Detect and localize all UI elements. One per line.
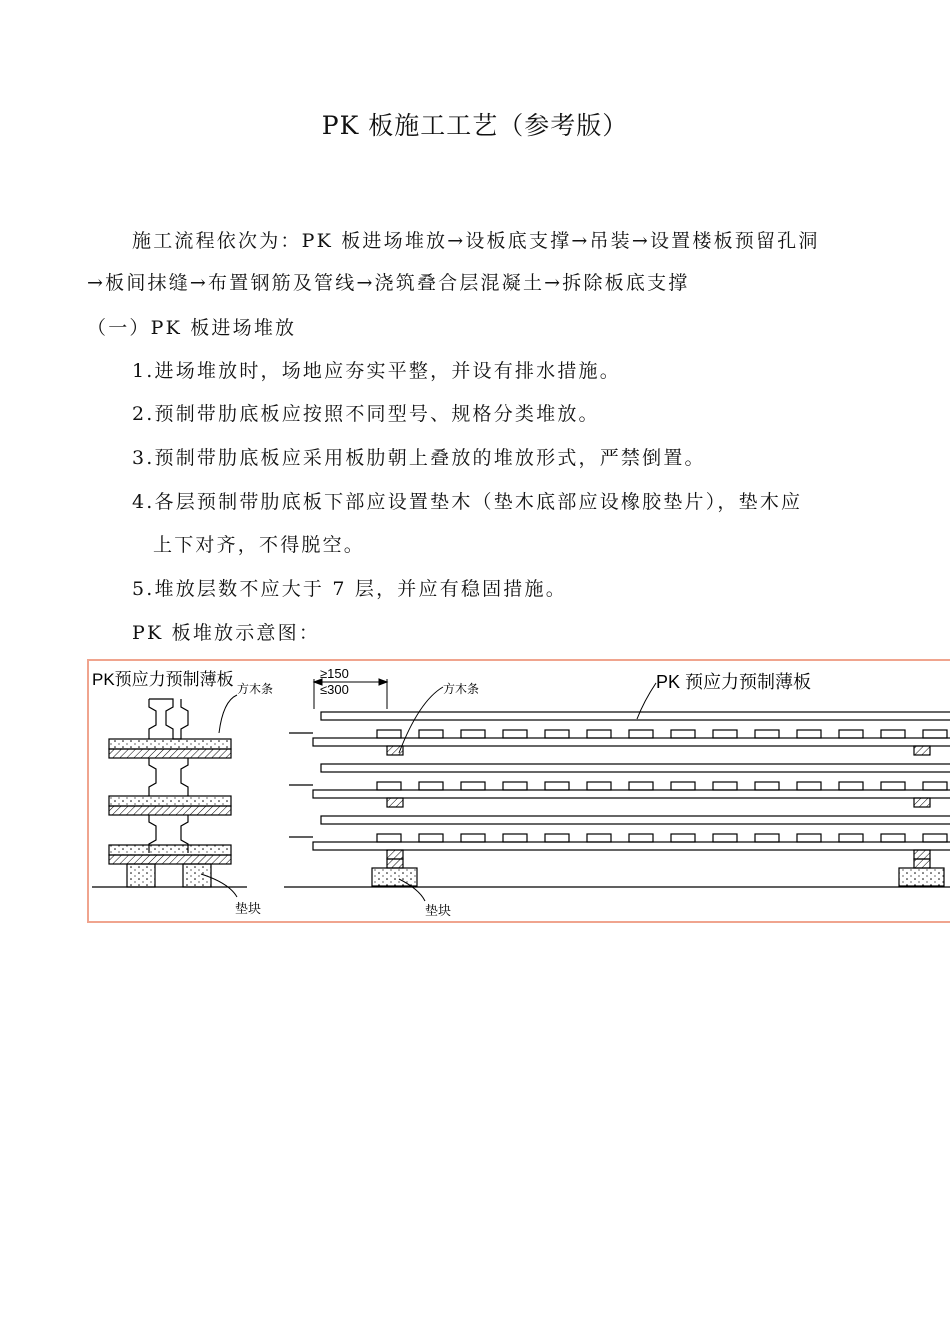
leader-line (637, 683, 656, 719)
process-intro-line1: 施工流程依次为：PK 板进场堆放→设板底支撑→吊装→设置楼板预留孔洞 (132, 230, 820, 252)
block-label-right: 垫块 (425, 903, 452, 918)
list-item: 3.预制带肋底板应采用板肋朝上叠放的堆放形式，严禁倒置。 (132, 447, 706, 469)
list-item: 1.进场堆放时，场地应夯实平整，并设有排水措施。 (132, 360, 621, 382)
wood-strip-label-left: 方木条 (237, 682, 274, 696)
list-item: 4.各层预制带肋底板下部应设置垫木（垫木底部应设橡胶垫片），垫木应 (132, 491, 803, 513)
page-title: PK 板施工工艺（参考版） (321, 111, 629, 140)
process-intro-line2: →板间抹缝→布置钢筋及管线→浇筑叠合层混凝土→拆除板底支撑 (87, 272, 690, 294)
support-blocks (284, 868, 950, 887)
dimension-min: ≥150 (320, 666, 349, 681)
block-label-left: 垫块 (235, 901, 262, 916)
list-item-continuation: 上下对齐，不得脱空。 (153, 534, 366, 556)
dimension-max: ≤300 (320, 682, 349, 697)
cross-section-stack (92, 699, 247, 887)
section-heading: （一）PK 板进场堆放 (87, 317, 297, 339)
wood-strip-label-right: 方木条 (443, 682, 480, 696)
stacking-diagram (87, 659, 950, 923)
list-item: 2.预制带肋底板应按照不同型号、规格分类堆放。 (132, 403, 600, 425)
list-item: 5.堆放层数不应大于 7 层，并应有稳固措施。 (132, 578, 567, 600)
slab-stack-elevation (289, 712, 950, 868)
figure-caption: PK 板堆放示意图： (132, 622, 321, 644)
leader-line (219, 695, 237, 733)
right-panel-label: PK 预应力预制薄板 (656, 672, 812, 692)
left-panel-label: PK预应力预制薄板 (92, 670, 234, 689)
